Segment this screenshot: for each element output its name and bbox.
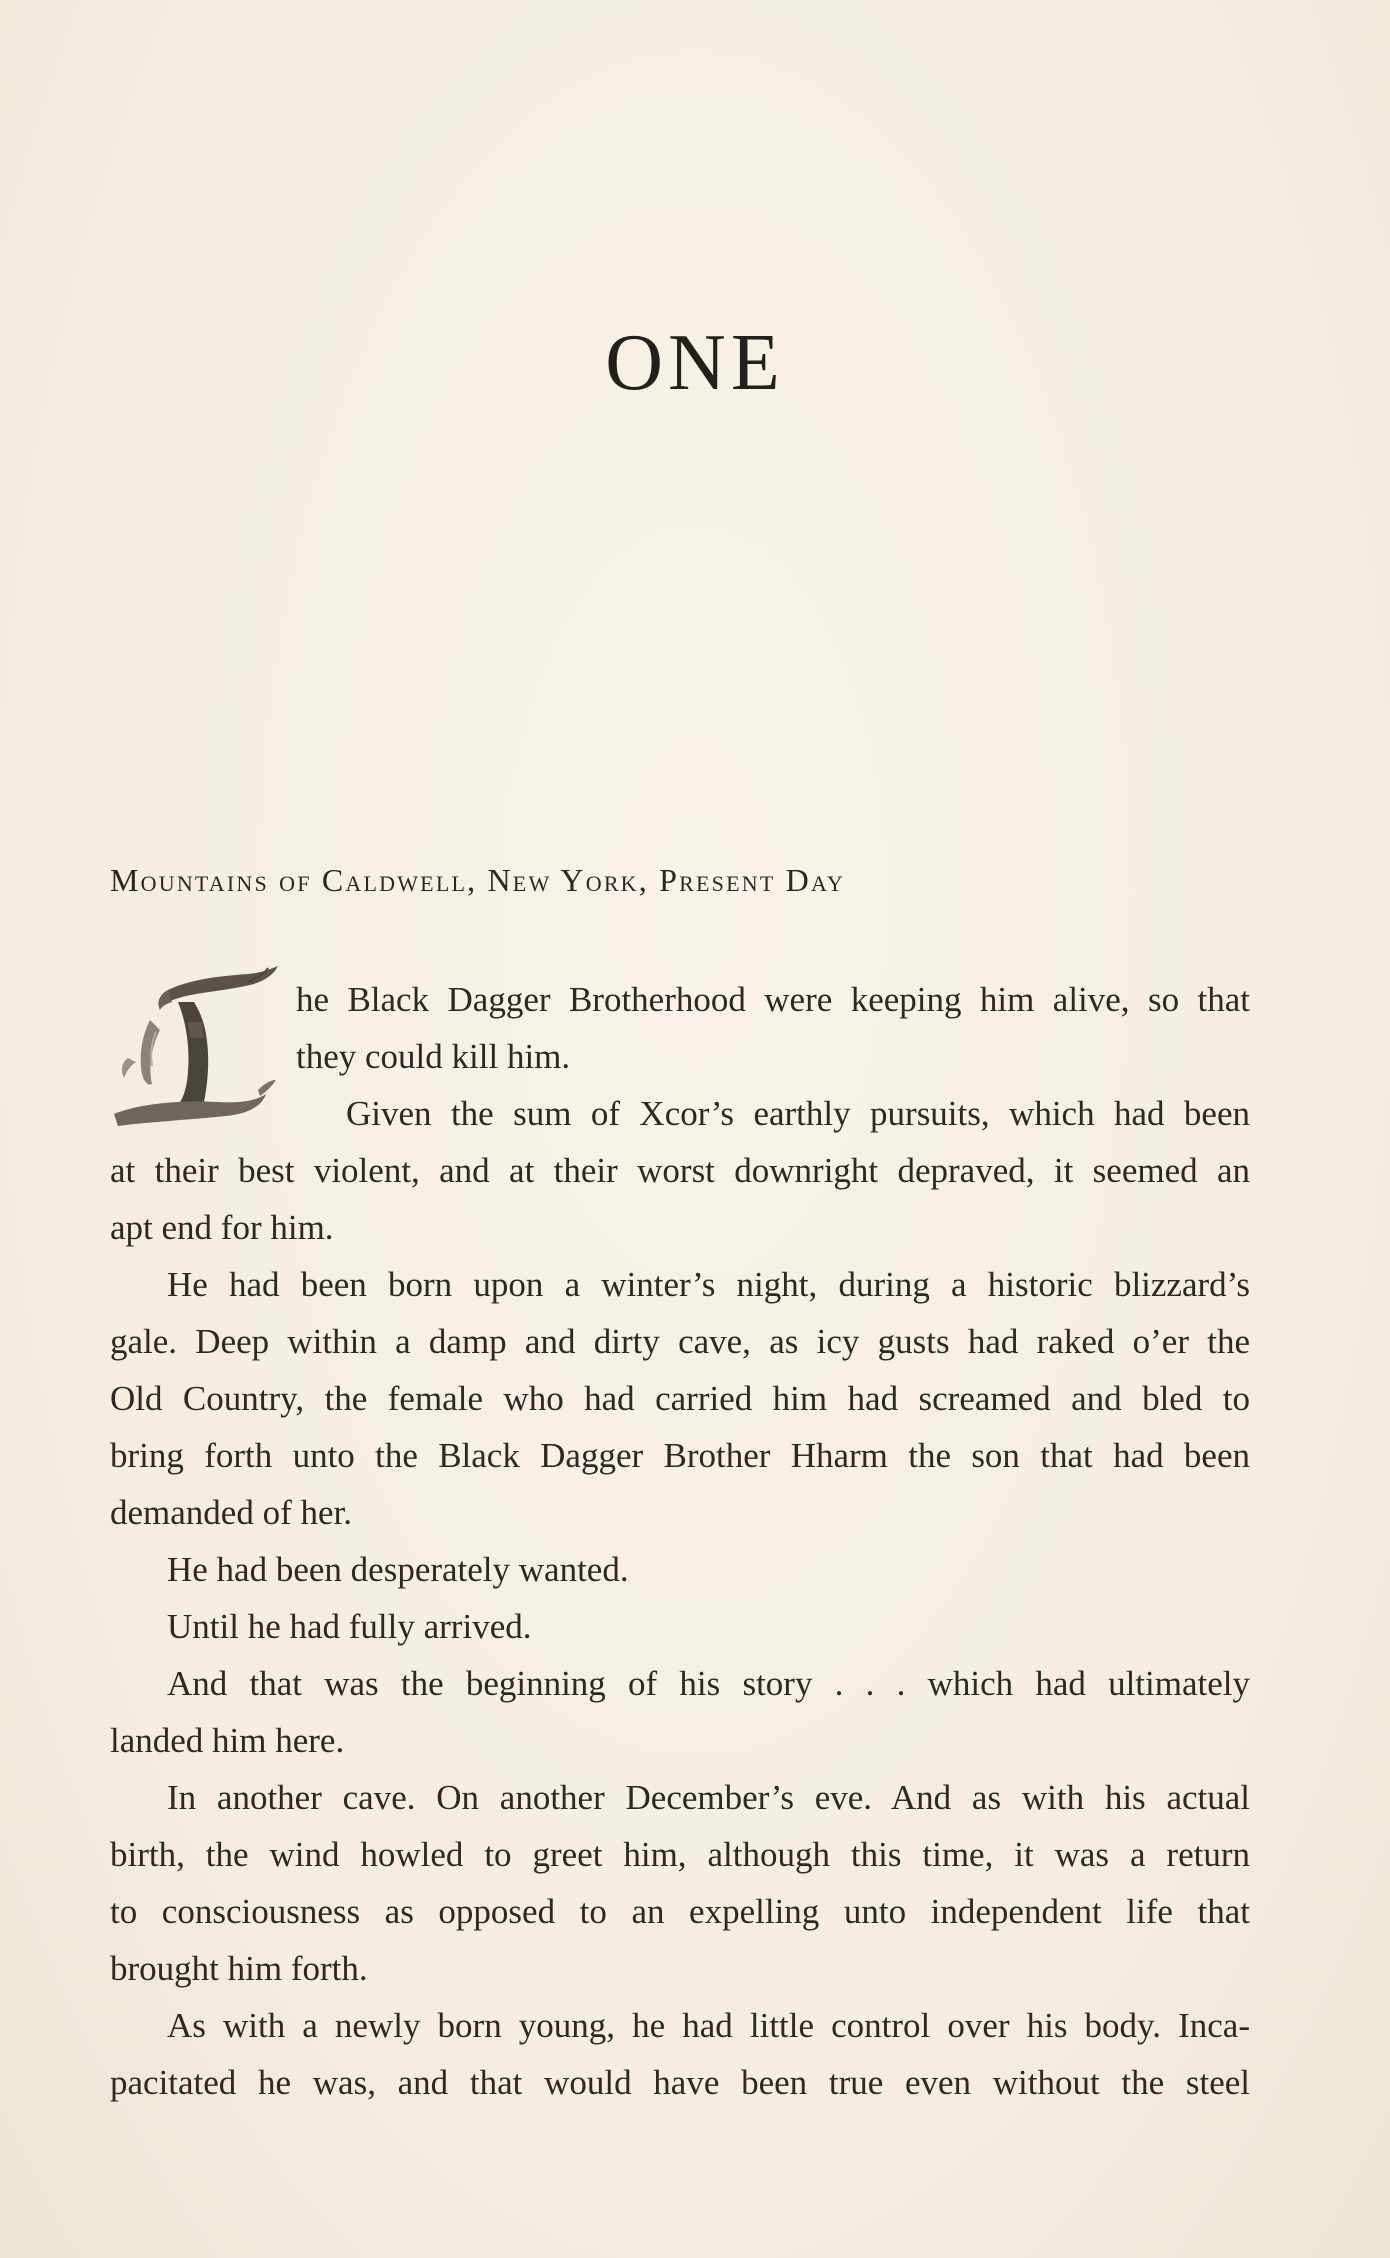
text-line: landed him here. — [110, 1721, 345, 1760]
text-line: Given the sum of Xcor’s earthly pursuits, which had been — [346, 1094, 1250, 1133]
chapter-title: ONE — [605, 319, 785, 407]
drop-cap-initial — [108, 962, 278, 1137]
text-line: he Black Dagger Brotherhood were keeping him alive, so that — [296, 980, 1250, 1019]
text-line: apt end for him. — [110, 1208, 334, 1247]
chapter-setting: Mountains of Caldwell, New York, Present Day — [110, 862, 846, 898]
text-line: they could kill him. — [296, 1037, 571, 1076]
text-line: brought him forth. — [110, 1949, 368, 1988]
blackletter-t-ornament — [108, 962, 278, 1137]
text-line: Until he had fully arrived. — [167, 1607, 532, 1646]
text-line: demanded of her. — [110, 1493, 352, 1532]
text-line: He had been desperately wanted. — [167, 1550, 629, 1589]
text-line: gale. Deep within a damp and dirty cave, as icy gusts had raked o’er the — [110, 1322, 1250, 1361]
text-line: at their best violent, and at their worst downright depraved, it seemed an — [110, 1151, 1250, 1190]
text-line: He had been born upon a winter’s night, during a historic blizzard’s — [167, 1265, 1250, 1304]
text-line: pacitated he was, and that would have been true even without the steel — [110, 2063, 1250, 2102]
text-line: And that was the beginning of his story . . . which had ultimately — [167, 1664, 1250, 1703]
text-line: to consciousness as opposed to an expelling unto independent life that — [110, 1892, 1250, 1931]
text-line: birth, the wind howled to greet him, although this time, it was a return — [110, 1835, 1250, 1874]
text-line: bring forth unto the Black Dagger Brother Hharm the son that had been — [110, 1436, 1250, 1475]
text-line: Old Country, the female who had carried him had screamed and bled to — [110, 1379, 1250, 1418]
text-line: As with a newly born young, he had little control over his body. Inca- — [167, 2006, 1250, 2045]
text-line: In another cave. On another December’s eve. And as with his actual — [167, 1778, 1250, 1817]
